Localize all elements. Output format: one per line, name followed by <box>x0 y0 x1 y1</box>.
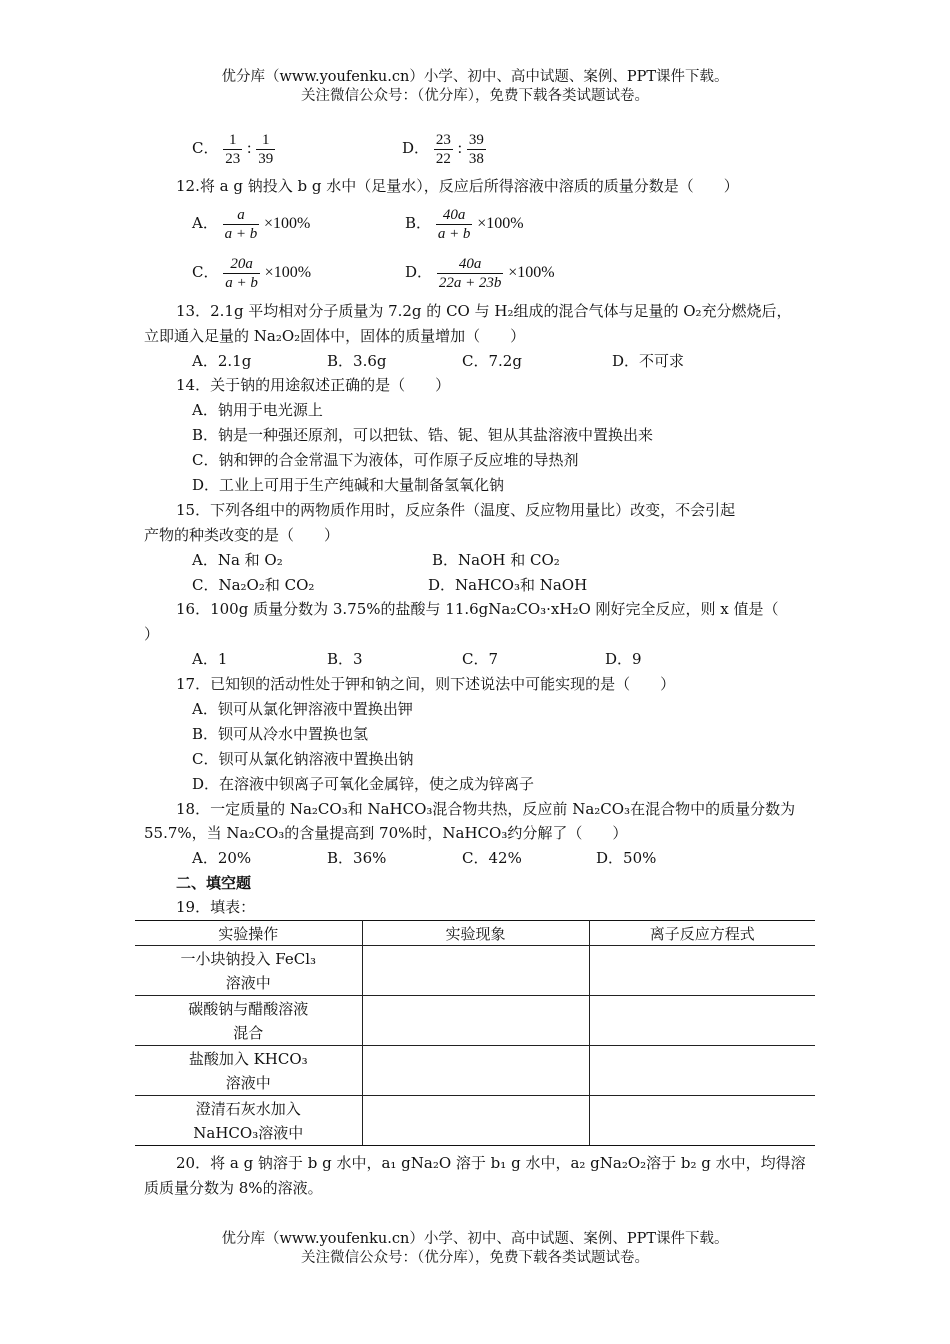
fraction: $\frac{1}{23}$ <box>225 131 241 167</box>
q20-line-2: 质质量分数为 8%的溶液。 <box>144 1179 323 1197</box>
table-cell: 一小块钠投入 FeCl₃ 溶液中 <box>135 946 362 996</box>
q11-option-c: C． $\frac{1}{23}$ : $\frac{1}{39}$ <box>192 131 274 167</box>
q13-line-2: 立即通入足量的 Na₂O₂固体中，固体的质量增加（ ） <box>144 327 526 345</box>
q13-option-b: B．3.6g <box>327 352 387 370</box>
q18-option-a: A．20% <box>192 849 252 867</box>
q15-option-a: A．Na 和 O₂ <box>192 551 283 569</box>
q16-line-2: ） <box>144 625 160 643</box>
q15-line-1: 15．下列各组中的两物质作用时，反应条件（温度、反应物用量比）改变，不会引起 <box>176 501 736 519</box>
table-cell: 盐酸加入 KHCO₃ 溶液中 <box>135 1046 362 1096</box>
answer-cell[interactable] <box>362 1096 589 1146</box>
q13-line-1: 13．2.1g 平均相对分子质量为 7.2g 的 CO 与 H₂组成的混合气体与足量的 O₂充分燃烧后， <box>176 302 792 320</box>
q16-option-d: D．9 <box>605 650 642 668</box>
fill-table <box>135 920 815 1146</box>
answer-cell[interactable] <box>589 946 815 996</box>
answer-cell[interactable] <box>362 996 589 1046</box>
q12-stem: 12.将 a g 钠投入 b g 水中（足量水），反应后所得溶液中溶质的质量分数是（ ） <box>176 177 739 195</box>
fraction: $\frac{20a}{a + b}$ <box>225 255 258 291</box>
q14-option-c: C．钠和钾的合金常温下为液体，可作原子反应堆的导热剂 <box>192 451 579 469</box>
fraction: $\frac{40a}{22a + 23b}$ <box>438 255 502 291</box>
q15-line-2: 产物的种类改变的是（ ） <box>144 526 340 544</box>
option-label: D． <box>402 139 430 157</box>
header-line-2: 关注微信公众号：（优分库），免费下载各类试题试卷。 <box>301 88 649 104</box>
table-header-row <box>135 921 815 946</box>
fraction: $\frac{23}{22}$ <box>435 131 451 167</box>
q14-option-a: A．钠用于电光源上 <box>192 401 323 419</box>
answer-cell[interactable] <box>589 996 815 1046</box>
q15-option-d: D．NaHCO₃和 NaOH <box>428 576 588 594</box>
footer-line-1: 优分库（www.youfenku.cn）小学、初中、高中试题、案例、PPT课件下载。 <box>221 1231 729 1247</box>
fraction: $\frac{39}{38}$ <box>468 131 484 167</box>
fraction: $\frac{40a}{a + b}$ <box>437 206 471 242</box>
q13-option-a: A．2.1g <box>192 352 252 370</box>
answer-cell[interactable] <box>589 1046 815 1096</box>
q18-option-b: B．36% <box>327 849 387 867</box>
q12-option-a: A． $\frac{a}{a + b}$ ×100% <box>192 206 311 242</box>
q17-stem: 17．已知钡的活动性处于钾和钠之间，则下述说法中可能实现的是（ ） <box>176 675 676 693</box>
answer-cell[interactable] <box>362 946 589 996</box>
q17-option-a: A．钡可从氯化钾溶液中置换出钾 <box>192 700 413 718</box>
q16-option-c: C．7 <box>462 650 499 668</box>
q14-stem: 14．关于钠的用途叙述正确的是（ ） <box>176 376 451 394</box>
q12-option-d: D． $\frac{40a}{22a + 23b}$ ×100% <box>405 255 555 291</box>
q12-option-b: B． $\frac{40a}{a + b}$ ×100% <box>405 206 524 242</box>
table-row <box>135 946 815 996</box>
table-cell: 澄清石灰水加入 NaHCO₃溶液中 <box>135 1096 362 1146</box>
fraction: $\frac{1}{39}$ <box>258 131 274 167</box>
q14-option-b: B．钠是一种强还原剂，可以把钛、锆、铌、钽从其盐溶液中置换出来 <box>192 426 654 444</box>
option-label: C． <box>192 139 219 157</box>
header-line-1: 优分库（www.youfenku.cn）小学、初中、高中试题、案例、PPT课件下载。 <box>221 69 729 85</box>
table-cell: 碳酸钠与醋酸溶液 混合 <box>135 996 362 1046</box>
q18-line-2: 55.7%，当 Na₂CO₃的含量提高到 70%时，NaHCO₃约分解了（ ） <box>144 824 628 842</box>
q12-option-c: C． $\frac{20a}{a + b}$ ×100% <box>192 255 312 291</box>
q17-option-d: D．在溶液中钡离子可氧化金属锌，使之成为锌离子 <box>192 775 535 793</box>
q13-option-c: C．7.2g <box>462 352 522 370</box>
table-row <box>135 1046 815 1096</box>
answer-cell[interactable] <box>589 1096 815 1146</box>
q18-line-1: 18．一定质量的 Na₂CO₃和 NaHCO₃混合物共热，反应前 Na₂CO₃在混合物中的质量分数为 <box>176 800 796 818</box>
q17-option-c: C．钡可从氯化钠溶液中置换出钠 <box>192 750 414 768</box>
q18-option-d: D．50% <box>596 849 657 867</box>
q14-option-d: D．工业上可用于生产纯碱和大量制备氢氧化钠 <box>192 476 505 494</box>
table-row <box>135 996 815 1046</box>
footer-line-2: 关注微信公众号：（优分库），免费下载各类试题试卷。 <box>301 1250 649 1266</box>
q16-line-1: 16．100g 质量分数为 3.75%的盐酸与 11.6gNa₂CO₃·xH₂O 刚好完全反应，则 x 值是（ <box>176 600 779 618</box>
q20-line-1: 20．将 a g 钠溶于 b g 水中，a₁ gNa₂O 溶于 b₁ g 水中，a₂ gNa₂O₂溶于 b₂ g 水中，均得溶 <box>176 1154 806 1172</box>
section-title: 二、填空题 <box>176 874 252 892</box>
q15-option-b: B．NaOH 和 CO₂ <box>432 551 560 569</box>
q16-option-b: B．3 <box>327 650 363 668</box>
table-header-cell: 实验操作 <box>135 921 362 946</box>
q13-option-d: D．不可求 <box>612 352 685 370</box>
q17-option-b: B．钡可从冷水中置换也氢 <box>192 725 369 743</box>
q11-option-d: D． $\frac{23}{22}$ : $\frac{39}{38}$ <box>402 131 484 167</box>
table-header-cell: 实验现象 <box>362 921 589 946</box>
table-header-cell: 离子反应方程式 <box>589 921 815 946</box>
answer-cell[interactable] <box>362 1046 589 1096</box>
fraction: $\frac{a}{a + b}$ <box>224 206 258 242</box>
table-row <box>135 1096 815 1146</box>
q16-option-a: A．1 <box>192 650 228 668</box>
q15-option-c: C．Na₂O₂和 CO₂ <box>192 576 315 594</box>
q19-stem: 19．填表： <box>176 898 256 916</box>
q18-option-c: C．42% <box>462 849 522 867</box>
